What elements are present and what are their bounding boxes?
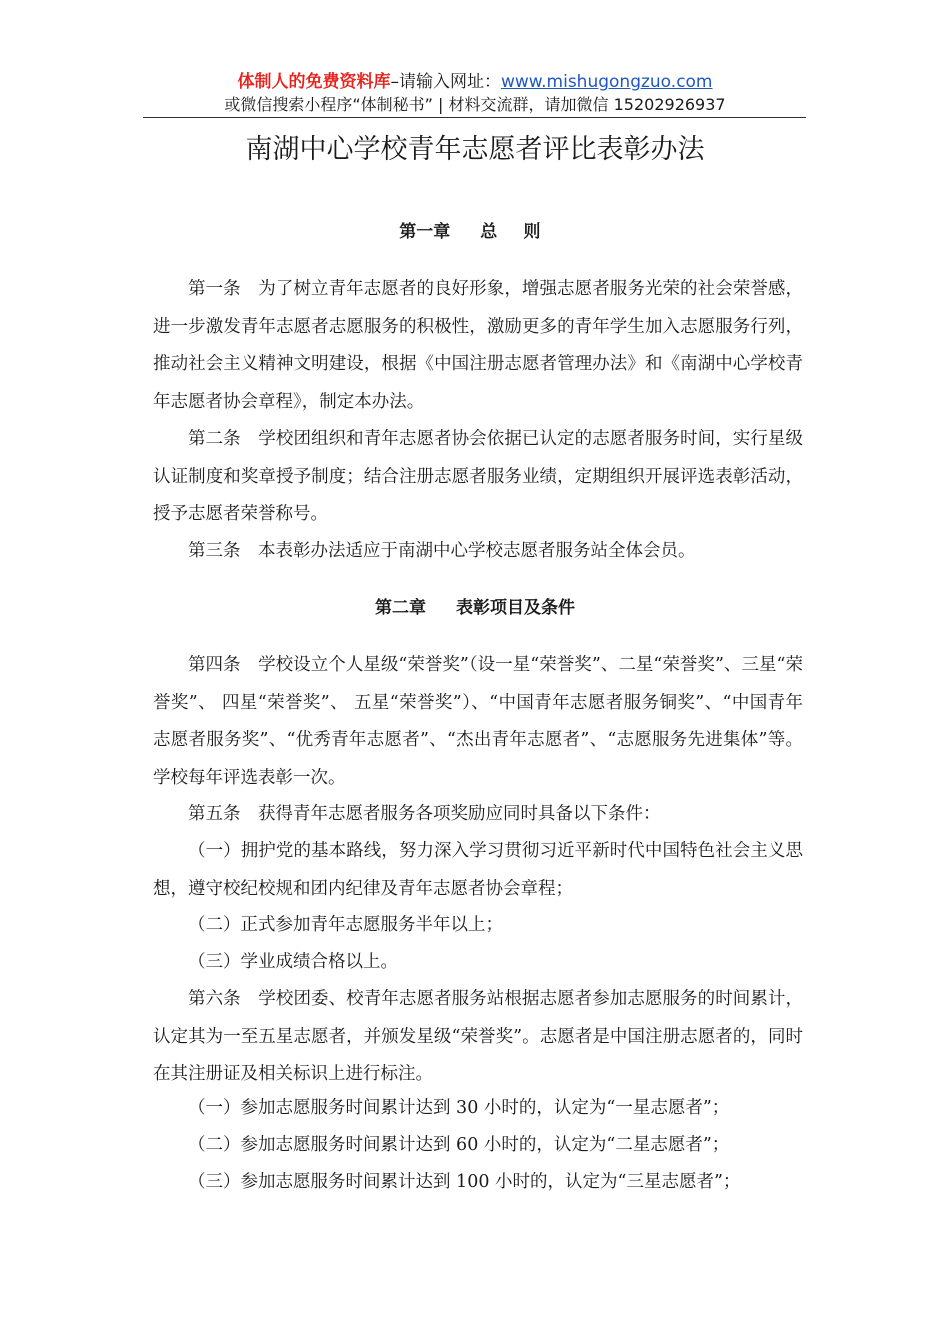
article-1: 第一条 为了树立青年志愿者的良好形象，增强志愿者服务光荣的社会荣誉感，进一步激发青年志愿者志愿服务的积极性，激励更多的青年学生加入志愿服务行列，推动社会主义精神文明建设，根据《中国注册志愿者管理办法》和《南湖中心学校青年志愿者协会章程》，制定本办法。 xyxy=(153,279,803,412)
header-banner xyxy=(0,70,950,94)
header-divider xyxy=(143,117,806,118)
article-2: 第二条 学校团组织和青年志愿者协会依据已认定的志愿者服务时间，实行星级认证制度和奖章授予制度；结合注册志愿者服务业绩，定期组织开展评选表彰活动，授予志愿者荣誉称号。 xyxy=(153,429,803,524)
chapter-number: 第二章 xyxy=(375,598,426,618)
article-6: 第六条 学校团委、校青年志愿者服务站根据志愿者参加志愿服务的时间累计，认定其为一至五星志愿者，并颁发星级“荣誉奖”。志愿者是中国注册志愿者的，同时在其注册证及相关标识上进行标注。 xyxy=(153,989,803,1084)
chapter-heading-1 xyxy=(0,220,950,244)
chapter-number: 第一章 xyxy=(399,222,451,242)
chapter-name: 表彰项目及条件 xyxy=(456,598,575,618)
condition-3: （三）学业成绩合格以上。 xyxy=(188,952,398,972)
star-level-3: （三）参加志愿服务时间累计达到 100 小时的，认定为“三星志愿者”； xyxy=(188,1172,741,1192)
document-title: 南湖中心学校青年志愿者评比表彰办法 xyxy=(245,134,705,165)
chapter-name: 总 则 xyxy=(480,222,551,242)
condition-2: （二）正式参加青年志愿服务半年以上； xyxy=(188,915,503,935)
url-prompt: –请输入网址： xyxy=(390,72,501,92)
condition-1: （一）拥护党的基本路线，努力深入学习贯彻习近平新时代中国特色社会主义思想，遵守校纪校规和团内纪律及青年志愿者协会章程； xyxy=(153,841,803,899)
chapter-heading-2 xyxy=(0,596,950,620)
article-3: 第三条 本表彰办法适应于南湖中心学校志愿者服务站全体会员。 xyxy=(188,541,696,561)
header-contact: 或微信搜索小程序“体制秘书” | 材料交流群，请加微信 15202926937 xyxy=(224,95,726,114)
article-4: 第四条 学校设立个人星级“荣誉奖”（设一星“荣誉奖”、二星“荣誉奖”、三星“荣誉奖”、 四星“荣誉奖”、 五星“荣誉奖”）、“中国青年志愿者服务铜奖”、“中国青年志愿者服务奖”、“优秀青年志愿者”、“杰出青年志愿者”、“志愿服务先进集体”等。学校每年评选表彰一次。 xyxy=(153,655,803,788)
star-level-1: （一）参加志愿服务时间累计达到 30 小时的，认定为“一星志愿者”； xyxy=(188,1098,730,1118)
article-5: 第五条 获得青年志愿者服务各项奖励应同时具备以下条件： xyxy=(188,804,661,824)
star-level-2: （二）参加志愿服务时间累计达到 60 小时的，认定为“二星志愿者”； xyxy=(188,1135,730,1155)
brand-text: 体制人的免费资料库 xyxy=(237,72,391,92)
website-link[interactable]: www.mishugongzuo.com xyxy=(500,72,713,92)
